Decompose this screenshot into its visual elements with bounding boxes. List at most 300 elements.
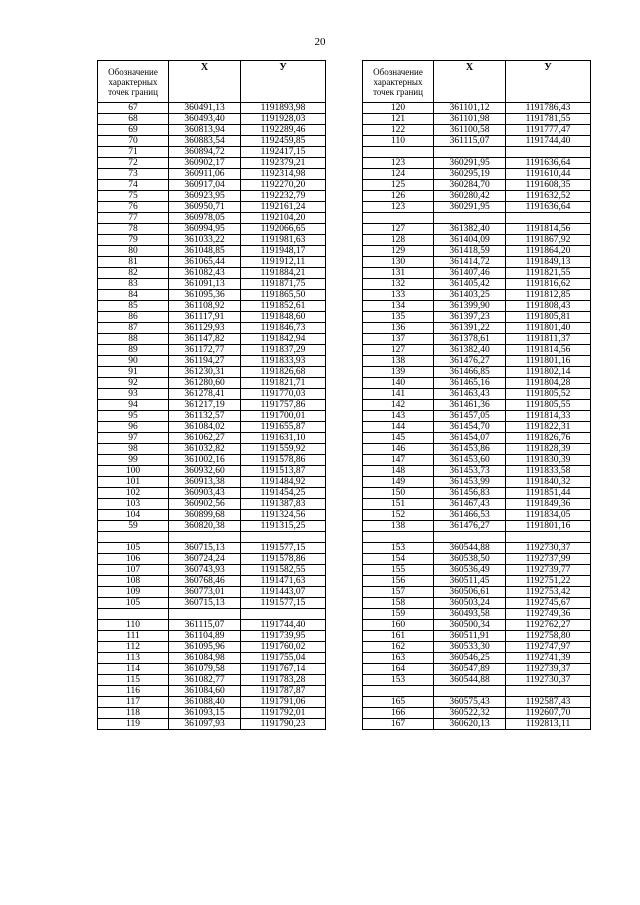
point-id-cell: 86 xyxy=(98,312,169,323)
table-row xyxy=(98,598,326,609)
y-coordinate-cell: 1191744,40 xyxy=(506,136,591,147)
x-coordinate-cell: 361104,89 xyxy=(169,631,241,642)
table-row xyxy=(98,378,326,389)
y-coordinate-cell: 1192232,79 xyxy=(241,191,326,202)
point-id-cell: 87 xyxy=(98,323,169,334)
header-row xyxy=(98,61,326,103)
point-id-cell: 135 xyxy=(363,312,434,323)
point-id-cell: 136 xyxy=(363,323,434,334)
x-coordinate-cell: 360950,71 xyxy=(169,202,241,213)
y-coordinate-cell: 1191636,64 xyxy=(506,158,591,169)
y-coordinate-cell: 1191760,02 xyxy=(241,642,326,653)
point-id-cell: 113 xyxy=(98,653,169,664)
point-id-cell: 74 xyxy=(98,180,169,191)
x-coordinate-cell: 360500,34 xyxy=(434,620,506,631)
x-coordinate-cell: 361033,22 xyxy=(169,235,241,246)
table-row xyxy=(98,466,326,477)
x-coordinate-cell: 361453,60 xyxy=(434,455,506,466)
table-row xyxy=(363,499,591,510)
x-coordinate-cell: 360493,58 xyxy=(434,609,506,620)
point-id-cell: 94 xyxy=(98,400,169,411)
y-coordinate-cell xyxy=(506,147,591,158)
point-id-cell: 160 xyxy=(363,620,434,631)
y-coordinate-cell: 1191830,39 xyxy=(506,455,591,466)
y-coordinate-cell: 1191770,03 xyxy=(241,389,326,400)
x-coordinate-cell: 361382,40 xyxy=(434,224,506,235)
table-row xyxy=(98,664,326,675)
header-x: Х xyxy=(434,61,506,103)
table-row xyxy=(98,543,326,554)
y-coordinate-cell: 1191805,52 xyxy=(506,389,591,400)
point-id-cell: 122 xyxy=(363,125,434,136)
x-coordinate-cell: 361032,82 xyxy=(169,444,241,455)
table-row xyxy=(363,147,591,158)
table-row xyxy=(98,433,326,444)
table-row xyxy=(98,169,326,180)
y-coordinate-cell: 1192741,39 xyxy=(506,653,591,664)
x-coordinate-cell xyxy=(434,147,506,158)
y-coordinate-cell: 1191387,83 xyxy=(241,499,326,510)
x-coordinate-cell: 360503,24 xyxy=(434,598,506,609)
table-row xyxy=(363,169,591,180)
x-coordinate-cell: 360546,25 xyxy=(434,653,506,664)
table-row xyxy=(98,202,326,213)
x-coordinate-cell: 361088,40 xyxy=(169,697,241,708)
y-coordinate-cell: 1191814,56 xyxy=(506,345,591,356)
page-number: 20 xyxy=(314,36,326,48)
table-row xyxy=(363,587,591,598)
y-coordinate-cell: 1191577,15 xyxy=(241,598,326,609)
y-coordinate-cell: 1191828,39 xyxy=(506,444,591,455)
y-coordinate-cell: 1191315,25 xyxy=(241,521,326,532)
point-id-cell: 119 xyxy=(98,719,169,730)
x-coordinate-cell: 361463,43 xyxy=(434,389,506,400)
y-coordinate-cell: 1192745,67 xyxy=(506,598,591,609)
x-coordinate-cell: 360547,89 xyxy=(434,664,506,675)
x-coordinate-cell: 361101,98 xyxy=(434,114,506,125)
x-coordinate-cell: 361476,27 xyxy=(434,356,506,367)
y-coordinate-cell: 1192104,20 xyxy=(241,213,326,224)
table-row xyxy=(98,444,326,455)
y-coordinate-cell: 1191805,81 xyxy=(506,312,591,323)
x-coordinate-cell: 361048,85 xyxy=(169,246,241,257)
point-id-cell: 118 xyxy=(98,708,169,719)
point-id-cell: 129 xyxy=(363,246,434,257)
x-coordinate-cell: 361091,13 xyxy=(169,279,241,290)
y-coordinate-cell: 1191582,55 xyxy=(241,565,326,576)
point-id-cell: 166 xyxy=(363,708,434,719)
y-coordinate-cell: 1192753,42 xyxy=(506,587,591,598)
x-coordinate-cell: 361397,23 xyxy=(434,312,506,323)
table-row xyxy=(98,642,326,653)
x-coordinate-cell: 360715,13 xyxy=(169,598,241,609)
y-coordinate-cell xyxy=(506,213,591,224)
x-coordinate-cell: 360923,95 xyxy=(169,191,241,202)
table-row xyxy=(98,587,326,598)
x-coordinate-cell: 361084,02 xyxy=(169,422,241,433)
y-coordinate-cell: 1191577,15 xyxy=(241,543,326,554)
table-row xyxy=(98,114,326,125)
x-coordinate-cell: 361129,93 xyxy=(169,323,241,334)
y-coordinate-cell: 1191443,07 xyxy=(241,587,326,598)
x-coordinate-cell: 360715,13 xyxy=(169,543,241,554)
table-row xyxy=(363,334,591,345)
table-row xyxy=(98,521,326,532)
table-row xyxy=(363,136,591,147)
y-coordinate-cell: 1191871,75 xyxy=(241,279,326,290)
table-row xyxy=(98,191,326,202)
header-y: У xyxy=(506,61,591,103)
x-coordinate-cell xyxy=(434,686,506,697)
y-coordinate-cell: 1191700,01 xyxy=(241,411,326,422)
y-coordinate-cell: 1191808,43 xyxy=(506,301,591,312)
point-id-cell: 68 xyxy=(98,114,169,125)
table-row xyxy=(363,279,591,290)
table-row xyxy=(98,246,326,257)
point-id-cell: 140 xyxy=(363,378,434,389)
table-row xyxy=(363,565,591,576)
point-id-cell: 120 xyxy=(363,103,434,114)
table-row xyxy=(98,334,326,345)
y-coordinate-cell: 1191744,40 xyxy=(241,620,326,631)
table-row xyxy=(98,345,326,356)
point-id-cell: 105 xyxy=(98,598,169,609)
y-coordinate-cell: 1191948,17 xyxy=(241,246,326,257)
point-id-cell: 106 xyxy=(98,554,169,565)
table-row xyxy=(363,411,591,422)
y-coordinate-cell: 1192607,70 xyxy=(506,708,591,719)
point-id-cell xyxy=(98,609,169,620)
table-row xyxy=(363,213,591,224)
x-coordinate-cell: 361002,16 xyxy=(169,455,241,466)
x-coordinate-cell: 360903,43 xyxy=(169,488,241,499)
x-coordinate-cell: 361108,92 xyxy=(169,301,241,312)
y-coordinate-cell: 1191559,92 xyxy=(241,444,326,455)
table-row xyxy=(363,114,591,125)
x-coordinate-cell: 361466,53 xyxy=(434,510,506,521)
y-coordinate-cell: 1192270,20 xyxy=(241,180,326,191)
table-row xyxy=(98,257,326,268)
table-row xyxy=(363,389,591,400)
point-id-cell: 81 xyxy=(98,257,169,268)
table-row xyxy=(363,224,591,235)
x-coordinate-cell: 361100,58 xyxy=(434,125,506,136)
point-id-cell: 107 xyxy=(98,565,169,576)
table-row xyxy=(98,609,326,620)
point-id-cell: 128 xyxy=(363,235,434,246)
y-coordinate-cell: 1191801,40 xyxy=(506,323,591,334)
y-coordinate-cell: 1191805,55 xyxy=(506,400,591,411)
x-coordinate-cell xyxy=(169,609,241,620)
point-id-cell: 88 xyxy=(98,334,169,345)
x-coordinate-cell: 361084,60 xyxy=(169,686,241,697)
point-id-cell: 164 xyxy=(363,664,434,675)
point-id-cell: 70 xyxy=(98,136,169,147)
point-id-cell: 124 xyxy=(363,169,434,180)
point-id-cell: 112 xyxy=(98,642,169,653)
x-coordinate-cell: 360538,50 xyxy=(434,554,506,565)
table-row xyxy=(363,620,591,631)
table-row xyxy=(363,510,591,521)
point-id-cell: 123 xyxy=(363,158,434,169)
y-coordinate-cell: 1191324,56 xyxy=(241,510,326,521)
point-id-cell: 98 xyxy=(98,444,169,455)
point-id-cell: 80 xyxy=(98,246,169,257)
point-id-cell: 85 xyxy=(98,301,169,312)
table-row xyxy=(98,400,326,411)
x-coordinate-cell: 361097,93 xyxy=(169,719,241,730)
table-row xyxy=(98,576,326,587)
x-coordinate-cell: 361456,83 xyxy=(434,488,506,499)
table-row xyxy=(98,301,326,312)
x-coordinate-cell xyxy=(169,532,241,543)
y-coordinate-cell: 1191777,47 xyxy=(506,125,591,136)
x-coordinate-cell: 360768,46 xyxy=(169,576,241,587)
y-coordinate-cell: 1191893,98 xyxy=(241,103,326,114)
y-coordinate-cell: 1191849,13 xyxy=(506,257,591,268)
point-id-cell: 131 xyxy=(363,268,434,279)
x-coordinate-cell: 360902,56 xyxy=(169,499,241,510)
x-coordinate-cell: 361079,58 xyxy=(169,664,241,675)
point-id-cell: 144 xyxy=(363,422,434,433)
x-coordinate-cell: 360506,61 xyxy=(434,587,506,598)
point-id-cell: 104 xyxy=(98,510,169,521)
table-row xyxy=(363,609,591,620)
table-row xyxy=(363,345,591,356)
y-coordinate-cell: 1191471,63 xyxy=(241,576,326,587)
table-row xyxy=(363,246,591,257)
y-coordinate-cell xyxy=(506,532,591,543)
y-coordinate-cell: 1191833,58 xyxy=(506,466,591,477)
y-coordinate-cell: 1191767,14 xyxy=(241,664,326,675)
table-row xyxy=(98,686,326,697)
point-id-cell: 158 xyxy=(363,598,434,609)
x-coordinate-cell: 360813,94 xyxy=(169,125,241,136)
x-coordinate-cell: 361466,85 xyxy=(434,367,506,378)
point-id-cell xyxy=(363,532,434,543)
table-row xyxy=(363,543,591,554)
x-coordinate-cell: 361465,16 xyxy=(434,378,506,389)
point-id-cell: 142 xyxy=(363,400,434,411)
point-id-cell: 89 xyxy=(98,345,169,356)
y-coordinate-cell: 1191655,87 xyxy=(241,422,326,433)
x-coordinate-cell: 361453,99 xyxy=(434,477,506,488)
y-coordinate-cell: 1191821,71 xyxy=(241,378,326,389)
point-id-cell: 71 xyxy=(98,147,169,158)
y-coordinate-cell: 1192813,11 xyxy=(506,719,591,730)
x-coordinate-cell: 360620,13 xyxy=(434,719,506,730)
x-coordinate-cell: 361132,57 xyxy=(169,411,241,422)
table-row xyxy=(98,477,326,488)
table-row xyxy=(98,708,326,719)
y-coordinate-cell: 1191928,03 xyxy=(241,114,326,125)
y-coordinate-cell: 1191912,11 xyxy=(241,257,326,268)
x-coordinate-cell: 360544,88 xyxy=(434,675,506,686)
y-coordinate-cell: 1191610,44 xyxy=(506,169,591,180)
x-coordinate-cell: 361467,43 xyxy=(434,499,506,510)
table-row xyxy=(98,235,326,246)
y-coordinate-cell: 1191783,28 xyxy=(241,675,326,686)
table-row xyxy=(98,103,326,114)
x-coordinate-cell: 361403,25 xyxy=(434,290,506,301)
table-row xyxy=(98,136,326,147)
point-id-cell: 153 xyxy=(363,543,434,554)
table-row xyxy=(98,719,326,730)
table-row xyxy=(363,708,591,719)
y-coordinate-cell: 1191757,86 xyxy=(241,400,326,411)
table-row xyxy=(363,444,591,455)
x-coordinate-cell: 360575,43 xyxy=(434,697,506,708)
table-row xyxy=(363,367,591,378)
point-id-cell: 127 xyxy=(363,224,434,235)
table-row xyxy=(363,257,591,268)
x-coordinate-cell: 360913,38 xyxy=(169,477,241,488)
x-coordinate-cell: 360511,91 xyxy=(434,631,506,642)
table-row xyxy=(363,521,591,532)
point-id-cell: 73 xyxy=(98,169,169,180)
table-row xyxy=(98,510,326,521)
x-coordinate-cell: 361391,22 xyxy=(434,323,506,334)
y-coordinate-cell: 1191631,10 xyxy=(241,433,326,444)
x-coordinate-cell: 361407,46 xyxy=(434,268,506,279)
table-row xyxy=(363,433,591,444)
table-row xyxy=(98,488,326,499)
point-id-cell: 83 xyxy=(98,279,169,290)
table-row xyxy=(363,422,591,433)
x-coordinate-cell: 361476,27 xyxy=(434,521,506,532)
x-coordinate-cell: 361115,07 xyxy=(434,136,506,147)
y-coordinate-cell: 1191852,61 xyxy=(241,301,326,312)
point-id-cell: 161 xyxy=(363,631,434,642)
table-row xyxy=(363,158,591,169)
x-coordinate-cell: 361457,05 xyxy=(434,411,506,422)
point-id-cell: 115 xyxy=(98,675,169,686)
y-coordinate-cell: 1191791,06 xyxy=(241,697,326,708)
y-coordinate-cell: 1191801,16 xyxy=(506,356,591,367)
table-row xyxy=(363,191,591,202)
table-row xyxy=(363,719,591,730)
y-coordinate-cell: 1191826,76 xyxy=(506,433,591,444)
y-coordinate-cell xyxy=(506,686,591,697)
x-coordinate-cell: 361230,31 xyxy=(169,367,241,378)
x-coordinate-cell: 361115,07 xyxy=(169,620,241,631)
x-coordinate-cell: 360522,32 xyxy=(434,708,506,719)
y-coordinate-cell: 1191513,87 xyxy=(241,466,326,477)
table-row xyxy=(98,697,326,708)
x-coordinate-cell: 361404,09 xyxy=(434,235,506,246)
point-id-cell: 90 xyxy=(98,356,169,367)
table-row xyxy=(363,576,591,587)
table-row xyxy=(363,268,591,279)
x-coordinate-cell: 361278,41 xyxy=(169,389,241,400)
x-coordinate-cell: 361454,70 xyxy=(434,422,506,433)
table-row xyxy=(363,235,591,246)
table-row xyxy=(98,213,326,224)
y-coordinate-cell: 1191846,73 xyxy=(241,323,326,334)
x-coordinate-cell: 361405,42 xyxy=(434,279,506,290)
x-coordinate-cell: 361172,77 xyxy=(169,345,241,356)
point-id-cell: 146 xyxy=(363,444,434,455)
table-row xyxy=(98,158,326,169)
point-id-cell: 162 xyxy=(363,642,434,653)
table-row xyxy=(363,477,591,488)
x-coordinate-cell: 361147,82 xyxy=(169,334,241,345)
y-coordinate-cell: 1191865,50 xyxy=(241,290,326,301)
y-coordinate-cell: 1191867,92 xyxy=(506,235,591,246)
x-coordinate-cell: 361378,61 xyxy=(434,334,506,345)
x-coordinate-cell: 361418,59 xyxy=(434,246,506,257)
table-row xyxy=(363,323,591,334)
x-coordinate-cell: 360899,68 xyxy=(169,510,241,521)
y-coordinate-cell: 1191484,92 xyxy=(241,477,326,488)
header-point-designation: Обозначение характерных точек границ xyxy=(363,61,434,103)
y-coordinate-cell: 1191981,63 xyxy=(241,235,326,246)
x-coordinate-cell: 361194,27 xyxy=(169,356,241,367)
point-id-cell: 97 xyxy=(98,433,169,444)
x-coordinate-cell: 361095,36 xyxy=(169,290,241,301)
table-row xyxy=(363,202,591,213)
x-coordinate-cell: 361084,98 xyxy=(169,653,241,664)
x-coordinate-cell: 360894,72 xyxy=(169,147,241,158)
point-id-cell: 91 xyxy=(98,367,169,378)
table-row xyxy=(98,312,326,323)
y-coordinate-cell: 1191792,01 xyxy=(241,708,326,719)
y-coordinate-cell: 1191816,62 xyxy=(506,279,591,290)
table-row xyxy=(98,631,326,642)
y-coordinate-cell: 1191802,14 xyxy=(506,367,591,378)
y-coordinate-cell: 1191608,35 xyxy=(506,180,591,191)
point-id-cell: 72 xyxy=(98,158,169,169)
point-id-cell: 109 xyxy=(98,587,169,598)
point-id-cell: 148 xyxy=(363,466,434,477)
table-row xyxy=(98,356,326,367)
y-coordinate-cell: 1192739,37 xyxy=(506,664,591,675)
table-row xyxy=(98,620,326,631)
y-coordinate-cell: 1192737,99 xyxy=(506,554,591,565)
point-id-cell: 165 xyxy=(363,697,434,708)
y-coordinate-cell: 1192066,65 xyxy=(241,224,326,235)
point-id-cell: 67 xyxy=(98,103,169,114)
point-id-cell: 69 xyxy=(98,125,169,136)
point-id-cell: 141 xyxy=(363,389,434,400)
table-row xyxy=(98,290,326,301)
x-coordinate-cell: 361082,77 xyxy=(169,675,241,686)
point-id-cell: 137 xyxy=(363,334,434,345)
x-coordinate-cell: 361062,27 xyxy=(169,433,241,444)
y-coordinate-cell: 1191814,33 xyxy=(506,411,591,422)
table-row xyxy=(363,455,591,466)
point-id-cell: 84 xyxy=(98,290,169,301)
table-row xyxy=(98,422,326,433)
point-id-cell: 92 xyxy=(98,378,169,389)
x-coordinate-cell: 360533,30 xyxy=(434,642,506,653)
point-id-cell xyxy=(363,213,434,224)
y-coordinate-cell: 1192379,21 xyxy=(241,158,326,169)
y-coordinate-cell: 1192417,15 xyxy=(241,147,326,158)
y-coordinate-cell: 1192747,97 xyxy=(506,642,591,653)
table-row xyxy=(98,180,326,191)
x-coordinate-cell: 360284,70 xyxy=(434,180,506,191)
table-row xyxy=(98,565,326,576)
x-coordinate-cell: 361280,60 xyxy=(169,378,241,389)
point-id-cell: 163 xyxy=(363,653,434,664)
y-coordinate-cell: 1191826,68 xyxy=(241,367,326,378)
y-coordinate-cell: 1191790,23 xyxy=(241,719,326,730)
point-id-cell: 77 xyxy=(98,213,169,224)
table-row xyxy=(363,103,591,114)
y-coordinate-cell: 1191884,21 xyxy=(241,268,326,279)
y-coordinate-cell: 1191842,94 xyxy=(241,334,326,345)
